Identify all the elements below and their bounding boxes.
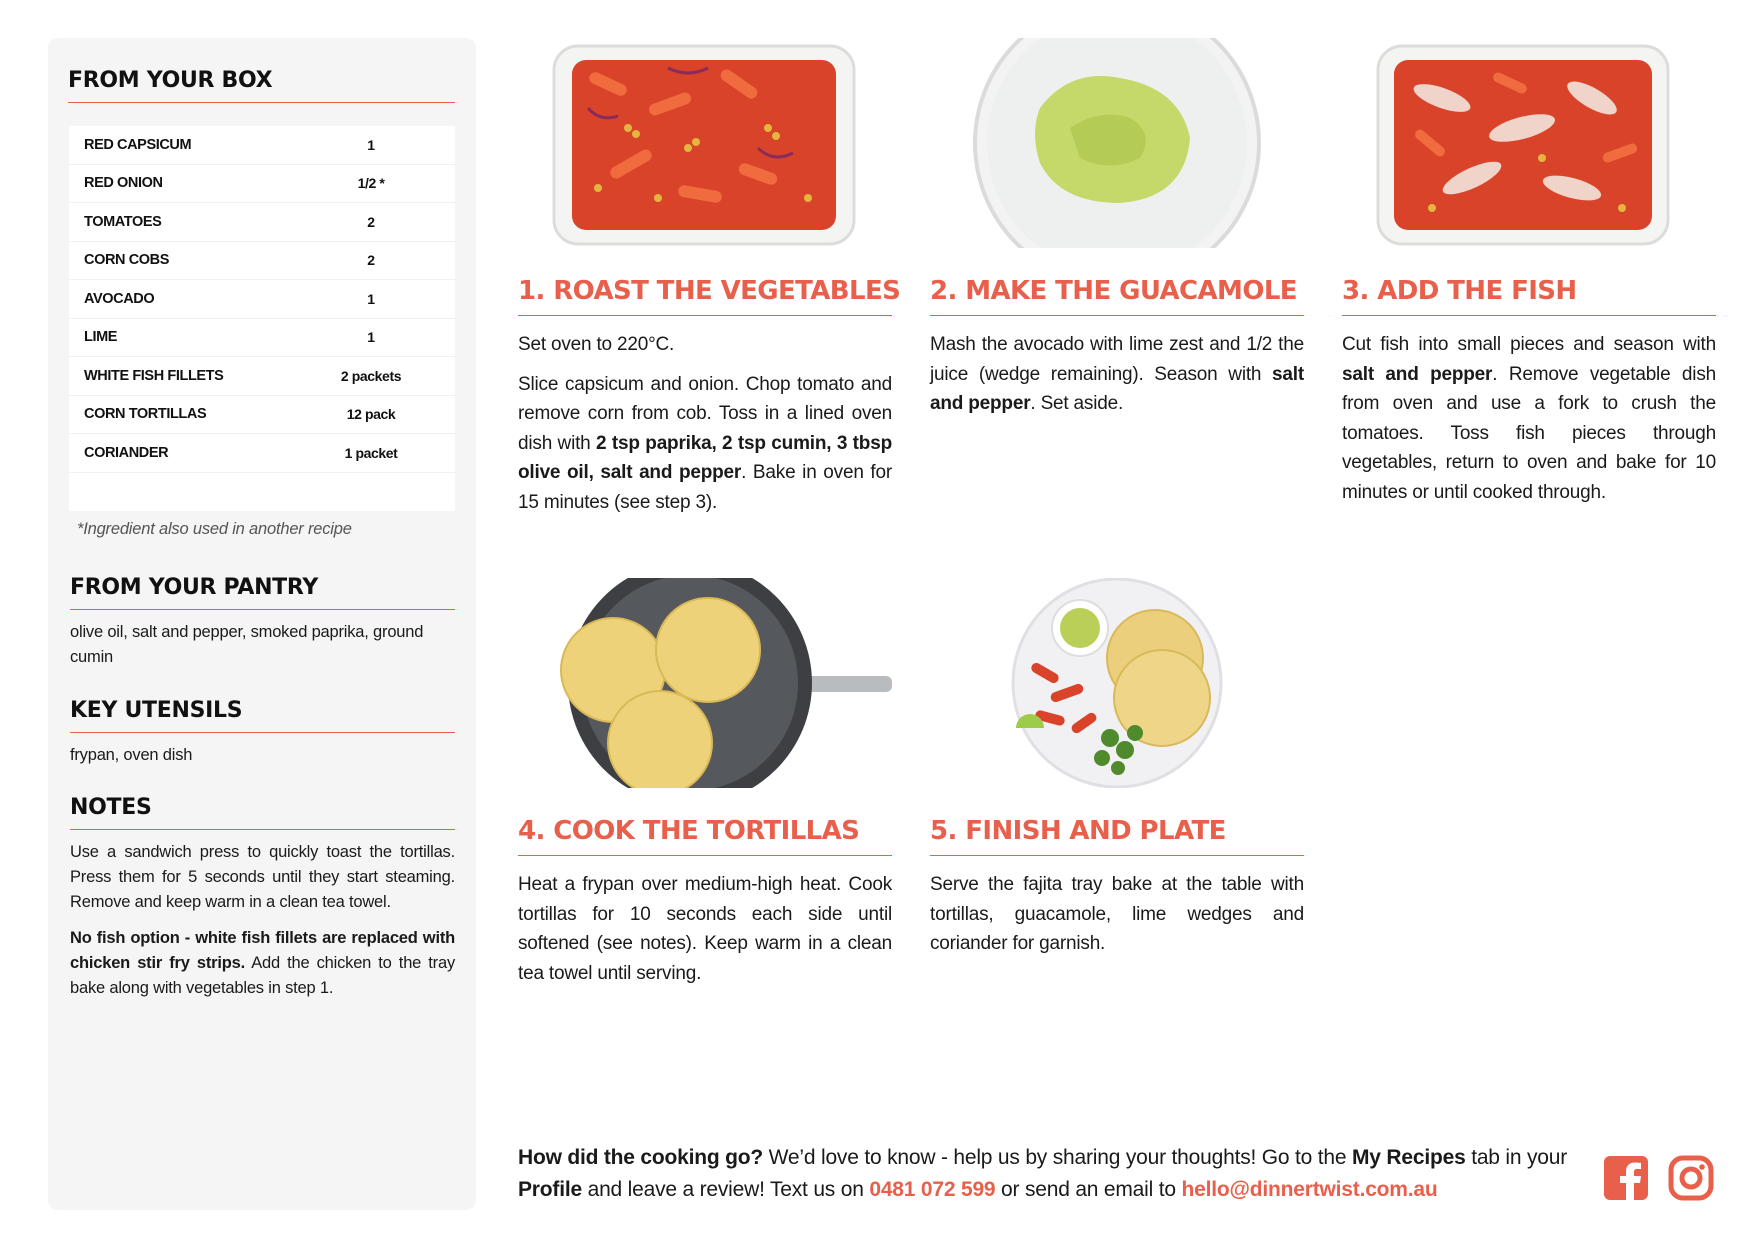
pantry-text: olive oil, salt and pepper, smoked paprika, ground cumin [70, 623, 424, 666]
step-4-body [518, 870, 892, 988]
ingredient-name: RED ONION [84, 175, 163, 192]
utensils-heading: KEY UTENSILS [70, 698, 455, 733]
notes-heading: NOTES [70, 795, 455, 830]
ingredients-table [69, 126, 455, 511]
ingredient-name: WHITE FISH FILLETS [84, 367, 224, 384]
pantry-heading: FROM YOUR PANTRY [70, 575, 455, 610]
add-fish-image [1342, 38, 1716, 248]
ingredient-row [69, 319, 455, 358]
ingredient-row-empty [69, 473, 455, 511]
step-5-title: 5. FINISH AND PLATE [930, 816, 1304, 856]
notes-para-1: Use a sandwich press to quickly toast the tortillas. Press them for 5 seconds until they start steaming. Remove and keep warm in a clean tea towel. [70, 843, 455, 911]
step-1-title: 1. ROAST THE VEGETABLES [518, 276, 892, 316]
notes-para-2-bold: No fish option - white fish fillets are replaced with chicken stir fry strips. [70, 929, 455, 972]
step-3-title: 3. ADD THE FISH [1342, 276, 1716, 316]
ingredient-row [69, 242, 455, 281]
step-3-para [1342, 330, 1716, 507]
ingredient-name: CORN COBS [84, 252, 170, 269]
ingredient-qty: 1/2 * [357, 175, 385, 192]
step-4-title: 4. COOK THE TORTILLAS [518, 816, 892, 856]
from-your-box-heading: FROM YOUR BOX [68, 68, 455, 103]
utensils-section [70, 698, 455, 768]
step-2-title: 2. MAKE THE GUACAMOLE [930, 276, 1304, 316]
step-5-body [930, 870, 1304, 959]
step-1-text-a: Slice capsicum and onion. Chop tomato and remove corn from cob. Toss in a lined oven dish with [518, 373, 892, 454]
ingredient-row [69, 203, 455, 242]
step-4 [518, 578, 892, 988]
ingredient-row [69, 280, 455, 319]
step-1-text-bold: 2 tsp paprika, 2 tsp cumin, 3 tbsp olive oil, salt and pepper [518, 432, 892, 483]
step-4-para: Heat a frypan over medium-high heat. Cook tortillas for 10 seconds each side until softened (see notes). Keep warm in a clean tea towel until serving. [518, 874, 892, 984]
step-5-para: Serve the fajita tray bake at the table with tortillas, guacamole, lime wedges and coriander for garnish. [930, 874, 1304, 954]
ingredient-qty: 1 [367, 329, 375, 346]
profile-link[interactable]: Profile [518, 1178, 582, 1201]
ingredient-qty: 2 packets [340, 367, 402, 384]
ingredient-qty: 1 [367, 290, 375, 307]
ingredient-name: AVOCADO [84, 290, 155, 307]
feedback-footer [518, 1142, 1568, 1206]
step-3-text-a: Cut fish into small pieces and season with [1342, 334, 1716, 355]
ingredient-name: RED CAPSICUM [84, 136, 192, 153]
footer-text-4: or send an email to [995, 1178, 1182, 1201]
cook-tortillas-image [518, 578, 892, 788]
ingredient-row [69, 396, 455, 435]
utensils-text: frypan, oven dish [70, 746, 193, 764]
notes-para-2-rest: Add the chicken to the tray bake along with vegetables in step 1. [70, 954, 455, 997]
ingredient-qty: 2 [367, 252, 375, 269]
footer-question: How did the cooking go? [518, 1146, 764, 1169]
sidebar-panel [48, 38, 476, 1210]
step-3 [1342, 38, 1716, 507]
step-3-text-b: . Remove vegetable dish from oven and use a fork to crush the tomatoes. Toss fish pieces through vegetables, return to oven and bake for 10 minutes or until cooked through. [1342, 363, 1716, 503]
pantry-section [70, 575, 455, 670]
ingredient-name: CORIANDER [84, 444, 169, 461]
ingredient-qty: 2 [367, 213, 375, 230]
step-2-text-a: Mash the avocado with lime zest and 1/2 the juice (wedge remaining). Season with [930, 334, 1304, 385]
ingredient-row [69, 165, 455, 204]
instagram-icon[interactable] [1668, 1155, 1714, 1201]
ingredient-row [69, 434, 455, 473]
phone-link[interactable]: 0481 072 599 [869, 1178, 996, 1201]
ingredient-name: LIME [84, 329, 118, 346]
notes-section [70, 795, 455, 1001]
step-1-para-1: Set oven to 220°C. [518, 334, 675, 355]
step-5 [930, 578, 1304, 959]
guacamole-image [930, 38, 1304, 248]
ingredient-name: TOMATOES [84, 213, 162, 230]
ingredient-footnote: *Ingredient also used in another recipe [77, 520, 352, 538]
step-1-text-b: . Bake in oven for 15 minutes (see step 3). [518, 462, 892, 513]
my-recipes-link[interactable]: My Recipes [1352, 1146, 1466, 1169]
ingredient-row [69, 126, 455, 165]
step-2 [930, 38, 1304, 419]
step-2-text-bold: salt and pepper [930, 363, 1304, 414]
ingredient-name: CORN TORTILLAS [84, 406, 207, 423]
step-2-para [930, 330, 1304, 419]
finish-plate-image [930, 578, 1304, 788]
step-2-text-b: . Set aside. [1030, 393, 1124, 414]
roast-vegetables-image [518, 38, 892, 248]
step-1 [518, 38, 901, 517]
step-1-para-2 [518, 370, 892, 518]
ingredient-row [69, 357, 455, 396]
footer-text-1: We’d love to know - help us by sharing your thoughts! Go to the [763, 1146, 1352, 1169]
ingredient-qty: 1 packet [344, 444, 398, 461]
email-link[interactable]: hello@dinnertwist.com.au [1181, 1178, 1438, 1201]
step-3-body [1342, 330, 1716, 507]
ingredient-qty: 1 [367, 136, 375, 153]
ingredient-qty: 12 pack [346, 406, 396, 423]
footer-text-3: and leave a review! Text us on [581, 1178, 870, 1201]
facebook-icon[interactable] [1603, 1155, 1649, 1201]
step-1-body [518, 330, 892, 517]
step-2-body [930, 330, 1304, 419]
footer-text-2: tab in your [1465, 1146, 1568, 1169]
notes-para-2 [70, 926, 455, 1001]
step-3-text-bold: salt and pepper [1342, 363, 1493, 385]
